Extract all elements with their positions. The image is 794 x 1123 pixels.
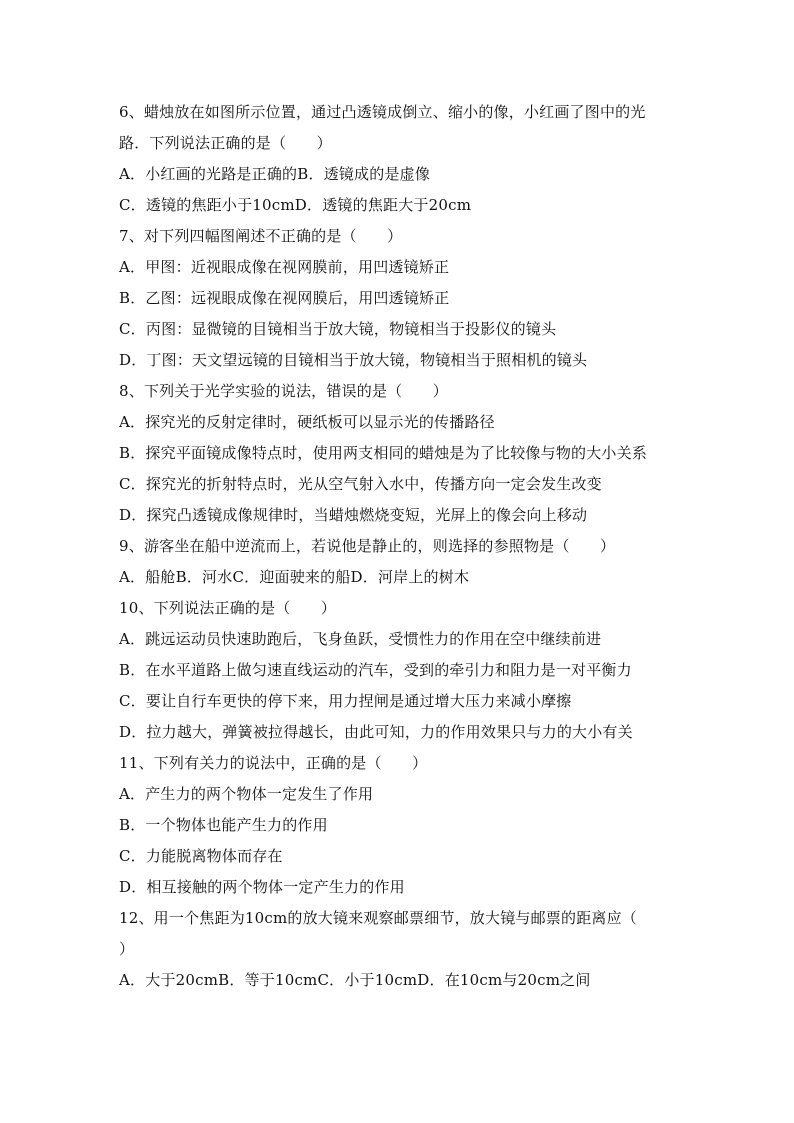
q10-option-c: C．要让自行车更快的停下来，用力捏闸是通过增大压力来减小摩擦 <box>119 692 572 710</box>
q10-option-b: B．在水平道路上做匀速直线运动的汽车，受到的牵引力和阻力是一对平衡力 <box>119 661 632 679</box>
q12-stem-line-2: ） <box>119 940 135 958</box>
q8-stem: 8、下列关于光学实验的说法，错误的是（ ） <box>119 382 448 400</box>
q7-option-c: C．丙图：显微镜的目镜相当于放大镜，物镜相当于投影仪的镜头 <box>119 320 557 338</box>
q7-option-d: D．丁图：天文望远镜的目镜相当于放大镜，物镜相当于照相机的镜头 <box>119 351 588 369</box>
q8-option-c: C．探究光的折射特点时，光从空气射入水中，传播方向一定会发生改变 <box>119 475 602 493</box>
q8-option-d: D．探究凸透镜成像规律时，当蜡烛燃烧变短，光屏上的像会向上移动 <box>119 506 588 524</box>
q11-option-b: B．一个物体也能产生力的作用 <box>119 816 328 834</box>
q9-options: A．船舱B．河水C．迎面驶来的船D．河岸上的树木 <box>119 568 470 586</box>
q11-stem: 11、下列有关力的说法中，正确的是（ ） <box>119 754 428 772</box>
question-text <box>119 97 679 996</box>
q7-option-b: B．乙图：远视眼成像在视网膜后，用凹透镜矫正 <box>119 289 450 307</box>
q10-stem: 10、下列说法正确的是（ ） <box>119 599 337 617</box>
q12-options: A．大于20cmB．等于10cmC．小于10cmD．在10cm与20cm之间 <box>119 971 591 989</box>
q6-stem-line-2: 路．下列说法正确的是（ ） <box>119 134 332 152</box>
q11-option-c: C．力能脱离物体而存在 <box>119 847 283 865</box>
q10-option-d: D．拉力越大，弹簧被拉得越长，由此可知，力的作用效果只与力的大小有关 <box>119 723 633 741</box>
q11-option-a: A．产生力的两个物体一定发生了作用 <box>119 785 374 803</box>
q8-option-b: B．探究平面镜成像特点时，使用两支相同的蜡烛是为了比较像与物的大小关系 <box>119 444 648 462</box>
q6-options-ab: A．小红画的光路是正确的B．透镜成的是虚像 <box>119 165 431 183</box>
q7-stem: 7、对下列四幅图阐述不正确的是（ ） <box>119 227 403 245</box>
q11-option-d: D．相互接触的两个物体一定产生力的作用 <box>119 878 405 896</box>
q10-option-a: A．跳远运动员快速助跑后，飞身鱼跃，受惯性力的作用在空中继续前进 <box>119 630 602 648</box>
q12-stem-line-1: 12、用一个焦距为10cm的放大镜来观察邮票细节，放大镜与邮票的距离应（ <box>119 909 638 927</box>
q6-stem-line-1: 6、蜡烛放在如图所示位置，通过凸透镜成倒立、缩小的像，小红画了图中的光 <box>119 103 646 121</box>
q8-option-a: A．探究光的反射定律时，硬纸板可以显示光的传播路径 <box>119 413 495 431</box>
q9-stem: 9、游客坐在船中逆流而上，若说他是静止的，则选择的参照物是（ ） <box>119 537 616 555</box>
q6-options-cd: C．透镜的焦距小于10cmD．透镜的焦距大于20cm <box>119 196 472 214</box>
q7-option-a: A．甲图：近视眼成像在视网膜前，用凹透镜矫正 <box>119 258 450 276</box>
